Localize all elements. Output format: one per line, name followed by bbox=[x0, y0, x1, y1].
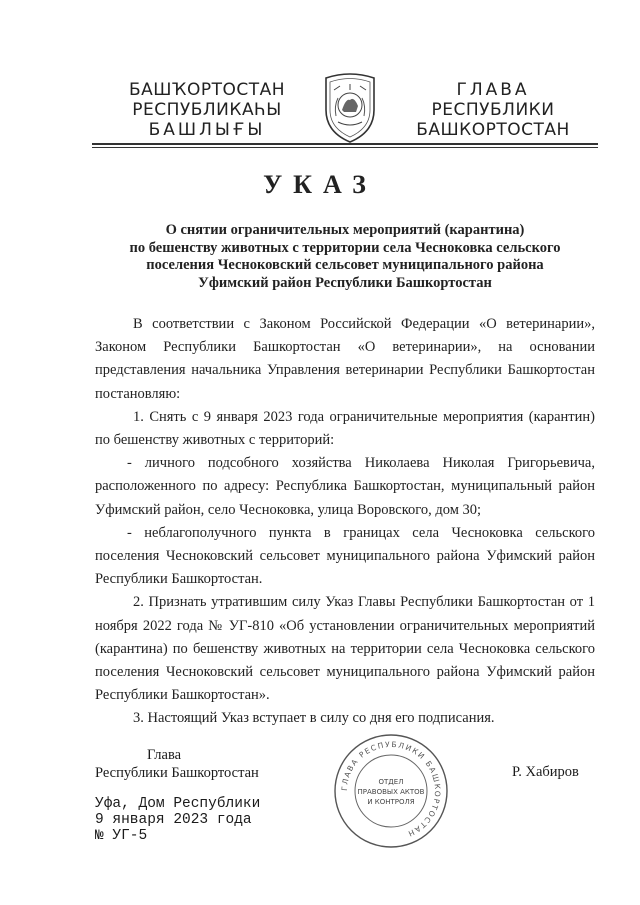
header-divider-thin bbox=[92, 147, 598, 148]
header-right-russian bbox=[408, 80, 578, 140]
header-divider-thick bbox=[92, 143, 598, 145]
header-right-line-1: ГЛАВА bbox=[456, 80, 530, 100]
header-left-line-1: БАШҠОРТОСТАН bbox=[128, 80, 286, 100]
document-title: УКАЗ bbox=[263, 170, 377, 199]
body-point-3: 3. Настоящий Указ вступает в силу со дня его подписания. bbox=[133, 710, 495, 727]
subtitle-line-2: по бешенству животных с территории села Чесноковка сельского bbox=[129, 239, 561, 256]
header-left-bashkir bbox=[122, 80, 292, 140]
body-point-1-item-2: - неблагополучного пункта в границах села Чесноковка сельского поселения Чесноковский сельсовет муниципального района Уфимский район Республики Башкортостан. bbox=[95, 524, 595, 588]
footer-place: Уфа, Дом Республики bbox=[95, 796, 261, 812]
document-body bbox=[95, 313, 595, 731]
signatory-title-line-2: Республики Башкортостан bbox=[95, 765, 259, 781]
document-footer bbox=[95, 796, 260, 844]
footer-number: № УГ-5 bbox=[95, 828, 148, 844]
body-point-1-item-1: - личного подсобного хозяйства Николаева Николая Григорьевича, расположенного по адресу: Республика Башкортостан, муниципальный район Уфимский район, село Чесноковка, улица Воровского, дом 30; bbox=[95, 455, 595, 518]
seal-line-3: И КОНТРОЛЯ bbox=[367, 798, 415, 806]
header-left-line-3: БАШЛЫҒЫ bbox=[148, 120, 266, 140]
footer-date: 9 января 2023 года bbox=[95, 812, 252, 828]
body-point-2: 2. Признать утратившим силу Указ Главы Республики Башкортостан от 1 ноября 2022 года № УГ-810 «Об установлении ограничительных мероприятий (карантина) по бешенству животных на территории села Чесноковка сельского поселения Чесноковский сельсовет муниципального района Уфимский район Республики Башкортостан». bbox=[95, 594, 595, 704]
signatory-name: Р. Хабиров bbox=[512, 764, 579, 780]
document-subtitle bbox=[100, 222, 590, 292]
signatory-title bbox=[95, 746, 295, 782]
coat-of-arms-emblem-icon bbox=[320, 70, 380, 144]
seal-line-2: ПРАВОВЫХ АКТОВ bbox=[357, 788, 425, 796]
subtitle-line-3: поселения Чесноковский сельсовет муниципального района bbox=[146, 257, 544, 273]
subtitle-line-4: Уфимский район Республики Башкортостан bbox=[198, 274, 492, 291]
seal-ring-text: ГЛАВА РЕСПУБЛИКИ БАШКОРТОСТАН bbox=[339, 739, 443, 839]
header-right-line-3: БАШКОРТОСТАН bbox=[416, 120, 570, 140]
seal-line-1: ОТДЕЛ bbox=[378, 778, 404, 786]
body-point-1: 1. Снять с 9 января 2023 года ограничительные мероприятия (карантин) по бешенству животных с территорий: bbox=[95, 408, 595, 449]
header-right-line-2: РЕСПУБЛИКИ bbox=[431, 100, 555, 120]
subtitle-line-1: О снятии ограничительных мероприятий (карантина) bbox=[165, 222, 525, 238]
header-left-line-2: РЕСПУБЛИКАҺЫ bbox=[132, 100, 282, 120]
signatory-title-line-1: Глава bbox=[147, 747, 182, 763]
body-preamble: В соответствии с Законом Российской Федерации «О ветеринарии», Законом Республики Башкортостан «О ветеринарии», на основании представления начальника Управления ветеринарии Республики Башкортостан постановляю: bbox=[95, 316, 595, 402]
official-seal-stamp bbox=[332, 732, 450, 850]
